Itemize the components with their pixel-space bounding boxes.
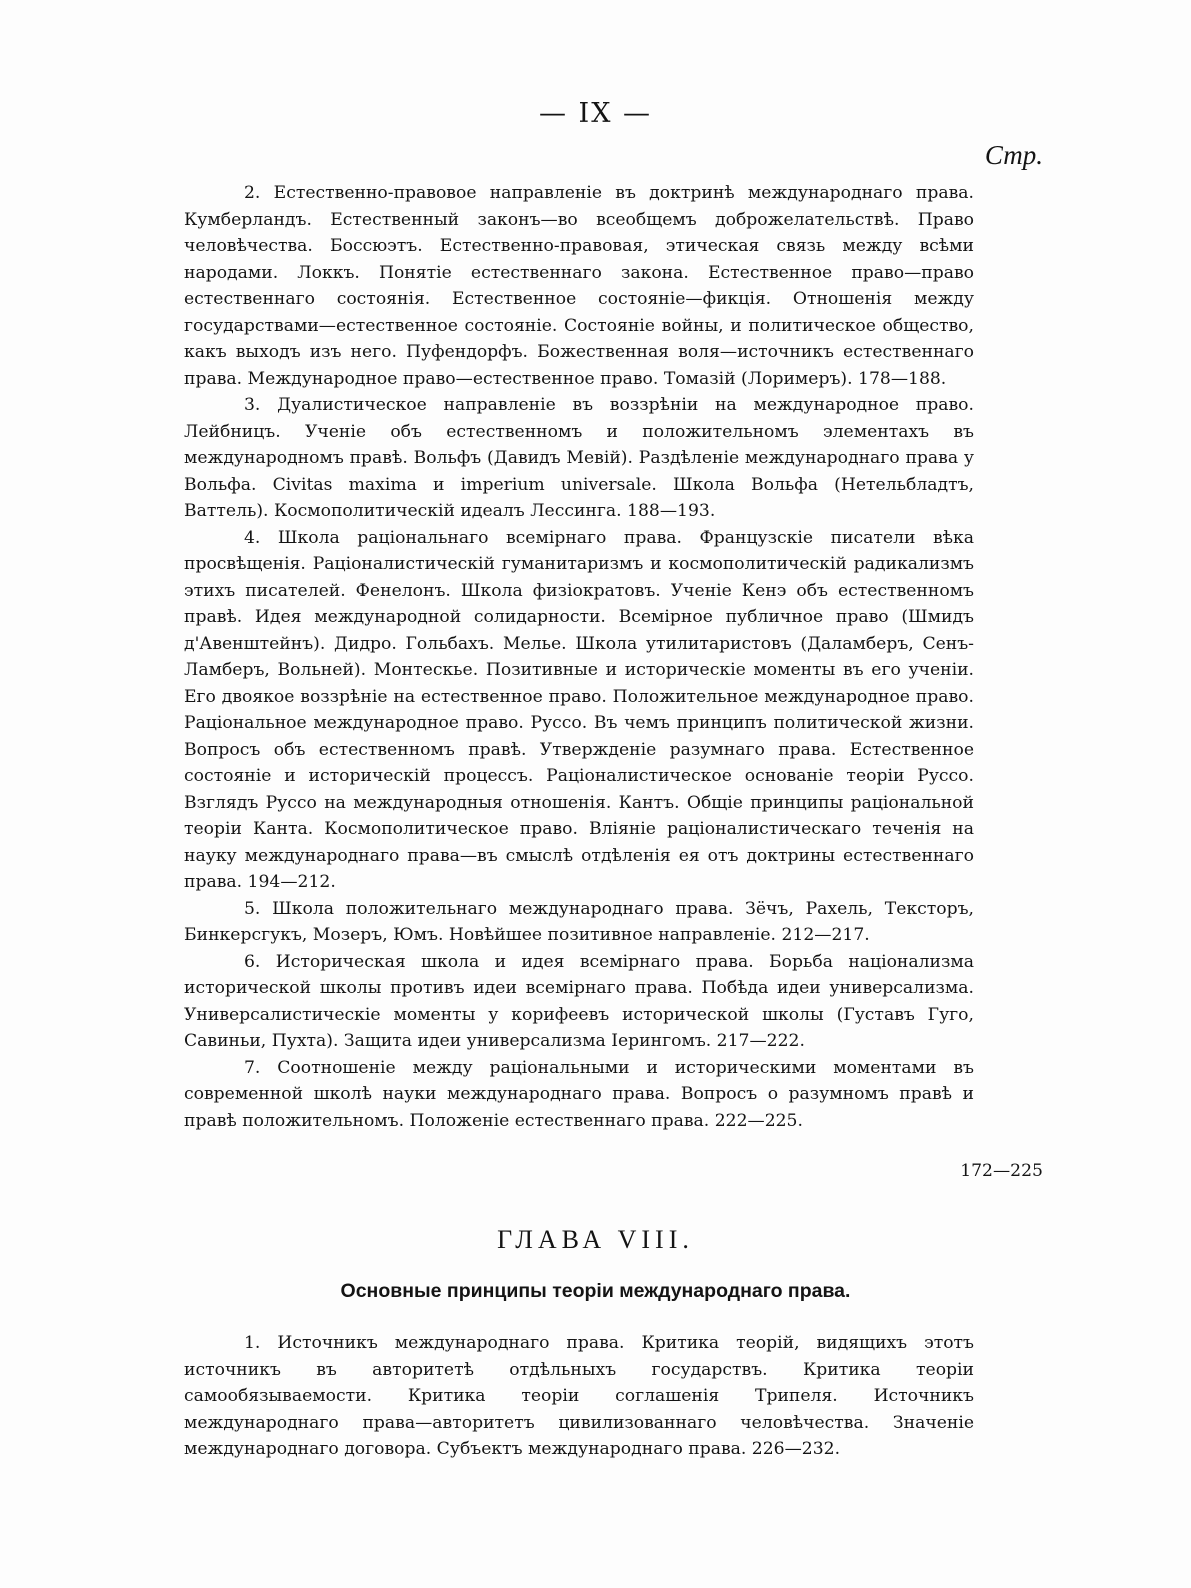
chapter-subtitle: Основные принципы теоріи международнаго права.	[340, 1280, 851, 1302]
chapter-section-1: 1. Источникъ международнаго права. Критика теорій, видящихъ этотъ источникъ въ авторитетѣ отдѣльныхъ государствъ. Критика теоріи самообязываемости. Критика теоріи соглашенія Трипеля. Источникъ международнаго права—авторитетъ цивилизованнаго человѣчества. Значеніе международнаго договора. Субъектъ международнаго права. 226—232.	[184, 1333, 974, 1459]
page-range: 172—225	[960, 1161, 1043, 1181]
toc-section-5: 5. Школа положительнаго международнаго права. Зёчъ, Рахель, Текстоpъ, Бинкерсгукъ, Мозеръ, Юмъ. Новѣйшее позитивное направленіе. 212—217.	[184, 898, 974, 945]
toc-section-3: 3. Дуалистическое направленіе въ воззрѣніи на международное право. Лейбницъ. Ученіе объ естественномъ и положительномъ элементахъ въ международномъ правѣ. Вольфъ (Давидъ Мевій). Раздѣленіе международнаго права у Вольфа. Civitas maxima и imperium universale. Школа Вольфа (Нетельбладтъ, Ваттель). Космополитическій идеалъ Лессинга. 188—193.	[184, 395, 974, 521]
toc-section-7: 7. Соотношеніе между раціональными и историческими моментами въ современной школѣ науки международнаго права. Вопросъ о разумномъ правѣ и правѣ положительномъ. Положеніе естественнаго права. 222—225.	[184, 1057, 974, 1131]
toc-section-2: 2. Естественно-правовое направленіе въ доктринѣ международнаго права. Кумберландъ. Естественный законъ—во всеобщемъ доброжелательствѣ. Право человѣчества. Боссюэтъ. Естественно-правовая, этическая связь между всѣми народами. Локкъ. Понятіе естественнаго закона. Естественное право—право естественнаго состоянія. Естественное состояніе—фикція. Отношенія между государствами—естественное состояніе. Состояніе войны, и политическое общество, какъ выходъ изъ него. Пуфендорфъ. Божественная воля—источникъ естественнаго права. Международное право—естественное право. Томазій (Лоримеръ). 178—188.	[184, 183, 974, 389]
chapter-toc-sections	[184, 1330, 974, 1463]
toc-section-6: 6. Историческая школа и идея всемірнаго права. Борьба націонализма исторической школы противъ идеи всемірнаго права. Побѣда идеи универсализма. Универсалистическіе моменты у корифеевъ исторической школы (Густавъ Гуго, Савиньи, Пухта). Защита идеи универсализма Іерингомъ. 217—222.	[184, 951, 974, 1051]
chapter-title: ГЛАВА VIII.	[497, 1225, 694, 1254]
page-number: — IX —	[538, 98, 653, 129]
toc-sections	[184, 180, 974, 1134]
toc-section-4: 4. Школа раціональнаго всемірнаго права. Французскіе писатели вѣка просвѣщенія. Раціоналистическій гуманитаризмъ и космополитическій радикализмъ этихъ писателей. Фенелонъ. Школа физіократовъ. Ученіе Кенэ объ естественномъ правѣ. Идея международной солидарности. Всемірное публичное право (Шмидъ д'Авенштейнъ). Дидро. Гольбахъ. Мелье. Школа утилитаристовъ (Даламберъ, Сенъ-Ламберъ, Вольней). Монтескье. Позитивные и историческіе моменты въ его ученіи. Его двоякое воззрѣніе на естественное право. Положительное международное право. Раціональное международное право. Руссо. Въ чемъ принципъ политической жизни. Вопросъ объ естественномъ правѣ. Утвержденіе разумнаго права. Естественное состояніе и историческій процессъ. Раціоналистическое основаніе теоріи Руссо. Взглядъ Руссо на международныя отношенія. Кантъ. Общіе принципы раціональной теоріи Канта. Космополитическое право. Вліяніе раціоналистическаго теченія на науку международнаго права—въ смыслѣ отдѣленія ея отъ доктрины естественнаго права. 194—212.	[184, 527, 974, 892]
page-column-label: Стр.	[984, 140, 1043, 170]
